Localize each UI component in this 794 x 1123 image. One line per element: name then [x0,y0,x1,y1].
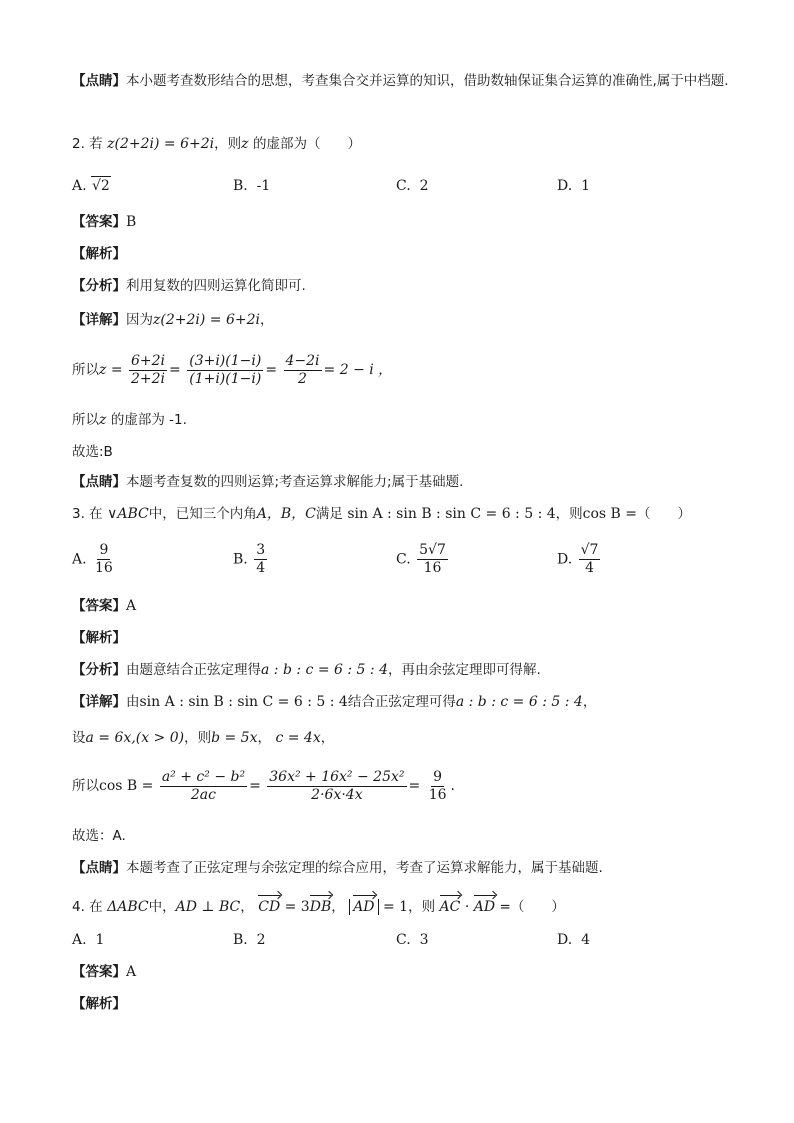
q4-abs-ad [349,899,378,915]
q3-let-b-value: b = 5x [211,730,258,746]
option-letter: B. [233,178,248,194]
q4-stem-end: =（ ） [499,899,565,915]
option-letter: C. [396,551,411,568]
q2-xiangjie-prefix: 因为 [126,312,153,328]
q3-xiangjie [72,692,596,712]
fraction-denominator: 2+2i [131,370,166,387]
q2-stem-equation: z(2+2i) = 6+2i [107,136,215,152]
q3-fenxi-b: ，再由余弦定理即可得解. [387,662,541,678]
q4-vector-ac: AC [440,894,461,917]
q3-fenxi-ratio: a : b : c = 6 : 5 : 4 [261,662,388,678]
option-value: 4 [581,932,591,948]
q3-xj-a: 由 [126,694,140,710]
q3-let-math: a = 6x,(x > 0) [85,730,185,746]
q2-option-d [557,176,590,196]
q3-answer-value: A [126,598,137,614]
fraction-denominator: 16 [95,560,113,576]
q4-stem-dot: · [464,899,470,915]
q3-let-end: ， [320,730,335,746]
fraction-numerator: (3+i)(1−i) [189,352,262,369]
q4-stem-comma2: ， [331,899,345,915]
q3-stem-triangle: ∨ABC [107,506,149,522]
option-fraction [579,542,601,577]
q4-jiexi-heading [72,994,126,1014]
dianjing-tag: 【点睛】 [72,474,126,490]
option-value: 2 [256,932,266,948]
q3-let [72,728,334,748]
q4-option-c [396,930,429,950]
q4-stem-eq1: = 1 [382,899,409,915]
q3-option-a [72,542,117,577]
q2-fenxi [72,276,306,296]
option-fraction [93,542,115,577]
option-value: 1 [95,932,105,948]
fenxi-tag: 【分析】 [72,278,126,294]
q2-step-result: = 2 − i ， [323,362,393,378]
answer-tag: 【答案】 [72,964,126,980]
q3-stem-ratio: sin A : sin B : sin C = 6 : 5 : 4 [347,506,556,522]
fraction-numerator: √7 [580,542,599,558]
q3-dianjing [72,858,603,878]
option-letter: C. [396,178,411,194]
q4-answer-value: A [126,964,137,980]
jiexi-tag: 【解析】 [72,630,126,646]
q2-fenxi-text: 利用复数的四则运算化简即可. [126,278,306,294]
option-fraction [417,542,448,577]
answer-tag: 【答案】 [72,598,126,614]
q4-number: 4. 在 [72,899,103,915]
option-letter: B. [233,551,248,568]
q4-option-d [557,930,590,950]
option-fraction [254,542,267,577]
option-letter: B. [233,932,248,948]
q2-dianjing-text: 本题考查复数的四则运算;考查运算求解能力;属于基础题. [126,474,464,490]
q2-step-prefix: 所以 [72,362,99,378]
q3-option-b [233,542,269,577]
fraction-denominator: 16 [428,786,447,803]
q2-xiangjie [72,310,273,330]
q4-vector-db: DB [310,894,332,917]
fraction-denominator: 4 [256,560,266,576]
intro-dianjing-text: 本小题考查数形结合的思想，考查集合交并运算的知识，借助数轴保证集合运算的准确性,属于中档题. [126,73,729,89]
q2-conclusion [72,410,187,430]
q4-vector-cd: CD [258,894,280,917]
fraction-numerator: a² + c² − b² [161,768,246,785]
q2-fraction-1 [129,353,167,388]
fenxi-tag: 【分析】 [72,662,126,678]
q3-stem-cos: cos B = [582,506,638,522]
q3-stem-angles: A，B，C [256,506,316,522]
q3-stem-mid3: ，则 [555,506,583,522]
fraction-denominator: 2 [298,370,307,387]
q3-fenxi [72,660,541,680]
q3-jiexi-heading [72,628,126,648]
q2-answer [72,212,136,232]
q2-jiexi-heading [72,244,126,264]
q4-option-b [233,930,266,950]
q3-cos-lhs: cos B = [99,778,154,794]
q4-option-a [72,930,104,950]
option-value: 2 [419,178,429,194]
fraction-numerator: 5√7 [419,542,446,558]
fraction-denominator: (1+i)(1−i) [189,370,262,387]
q2-stem [72,134,361,154]
q3-stem-end: （ ） [637,506,692,522]
q4-stem-eq: = 3 [284,899,310,915]
q3-xj-ratio1: sin A : sin B : sin C = 6 : 5 : 4 [139,694,348,710]
q2-fraction-3 [284,353,322,388]
jiexi-tag: 【解析】 [72,996,126,1012]
q2-option-b [233,176,270,196]
q2-derivation: 所以z = $\frac{6+2i}{2+2i}$ = $\frac{(3+i)(1-i)}{(1+i)(1-i)}$ = $\frac{4-2i}{2}$ = 2 − i ， [72,352,393,387]
q3-answer [72,596,136,616]
q2-step-z: z = [99,362,123,378]
q3-xj-b: 结合正弦定理可得 [347,694,456,710]
fraction-numerator: 3 [256,542,266,558]
fraction-denominator: 16 [423,560,442,576]
q3-let-b: ，则 [184,730,212,746]
q3-cos-fraction-3 [427,769,449,804]
q3-cos-fraction-2 [267,769,406,804]
fraction-numerator: 9 [433,768,443,785]
q2-conclusion-z: z [99,412,107,428]
fraction-numerator: 9 [99,542,109,558]
fraction-denominator: 2·6x·4x [311,786,363,803]
q4-stem-mid: 中， [148,899,176,915]
option-letter: A. [72,178,87,194]
xiangjie-tag: 【详解】 [72,312,126,328]
q4-vector-ad-abs: AD [353,894,374,917]
xiangjie-tag: 【详解】 [72,694,126,710]
q2-conclusion-prefix: 所以 [72,412,99,428]
q2-stem-end: 的虚部为（ ） [252,136,361,152]
q3-fenxi-a: 由题意结合正弦定理得 [126,662,261,678]
q2-fraction-2 [187,353,263,388]
option-letter: C. [396,932,411,948]
q3-xj-ratio2: a : b : c = 6 : 5 : 4 [455,694,583,710]
q4-stem [72,894,565,917]
q3-option-c [396,542,450,577]
q3-number: 3. 在 [72,506,103,522]
q2-xiangjie-end: ， [259,312,274,328]
fraction-denominator: 4 [585,560,595,576]
q3-stem [72,504,691,524]
option-value: 3 [419,932,429,948]
q3-let-c-value: c = 4x [275,730,321,746]
q4-answer [72,962,136,982]
q3-cos-derivation: 所以cos B = $\frac{\text{a² + c² − b²}}{2ac}$ = $\frac{\text{36x² + 16x² − 25x²}}{2\cdot 6x\cdot 4x}$ = $\frac{9}{16}$ . [72,768,455,803]
q3-option-d [557,542,602,577]
option-value: 1 [581,178,591,194]
q3-stem-mid: 中，已知三个内角 [148,506,257,522]
intro-dianjing [72,66,732,96]
q3-cos-fraction-1 [160,769,247,804]
fraction-numerator: 4−2i [285,352,320,369]
fraction-numerator: 36x² + 16x² − 25x² [269,768,405,785]
q4-vector-ad: AD [474,894,495,917]
q2-dianjing [72,472,463,492]
q2-option-a [72,176,111,196]
q2-number: 2. 若 [72,136,103,152]
option-letter: D. [557,932,573,948]
q2-conclusion-text: 的虚部为 -1. [110,412,187,428]
option-letter: D. [557,551,573,568]
fraction-denominator: 2ac [190,786,216,803]
q4-stem-perp: AD ⊥ BC [175,899,241,915]
jiexi-tag: 【解析】 [72,246,126,262]
answer-tag: 【答案】 [72,214,126,230]
option-letter: D. [557,178,573,194]
q3-let-c: ， [257,730,271,746]
q3-xj-end: ， [582,694,597,710]
q3-dianjing-text: 本题考查了正弦定理与余弦定理的综合应用，考查了运算求解能力，属于基础题. [126,860,603,876]
option-value: -1 [256,178,271,194]
q3-guxuan-text: 故选：A. [72,828,126,844]
q2-xiangjie-equation: z(2+2i) = 6+2i [153,312,260,328]
option-letter: A. [72,551,87,568]
q4-stem-then: ，则 [408,899,436,915]
q3-guxuan [72,826,126,846]
q2-answer-value: B [126,214,137,230]
q3-let-a: 设 [72,730,86,746]
q2-guxuan [72,442,113,462]
q2-stem-z: z [241,136,249,152]
fraction-numerator: 6+2i [131,352,166,369]
q3-stem-mid2: 满足 [315,506,343,522]
q2-guxuan-text: 故选:B [72,444,113,460]
option-letter: A. [72,932,87,948]
q2-stem-tail: ，则 [214,136,242,152]
dianjing-tag: 【点睛】 [72,860,126,876]
dianjing-tag: 【点睛】 [72,73,126,89]
q4-stem-triangle: ΔABC [107,899,149,915]
q3-cos-prefix: 所以 [72,778,99,794]
option-value: √2 [92,178,110,194]
q4-stem-comma: ， [240,899,254,915]
q2-option-c [396,176,429,196]
